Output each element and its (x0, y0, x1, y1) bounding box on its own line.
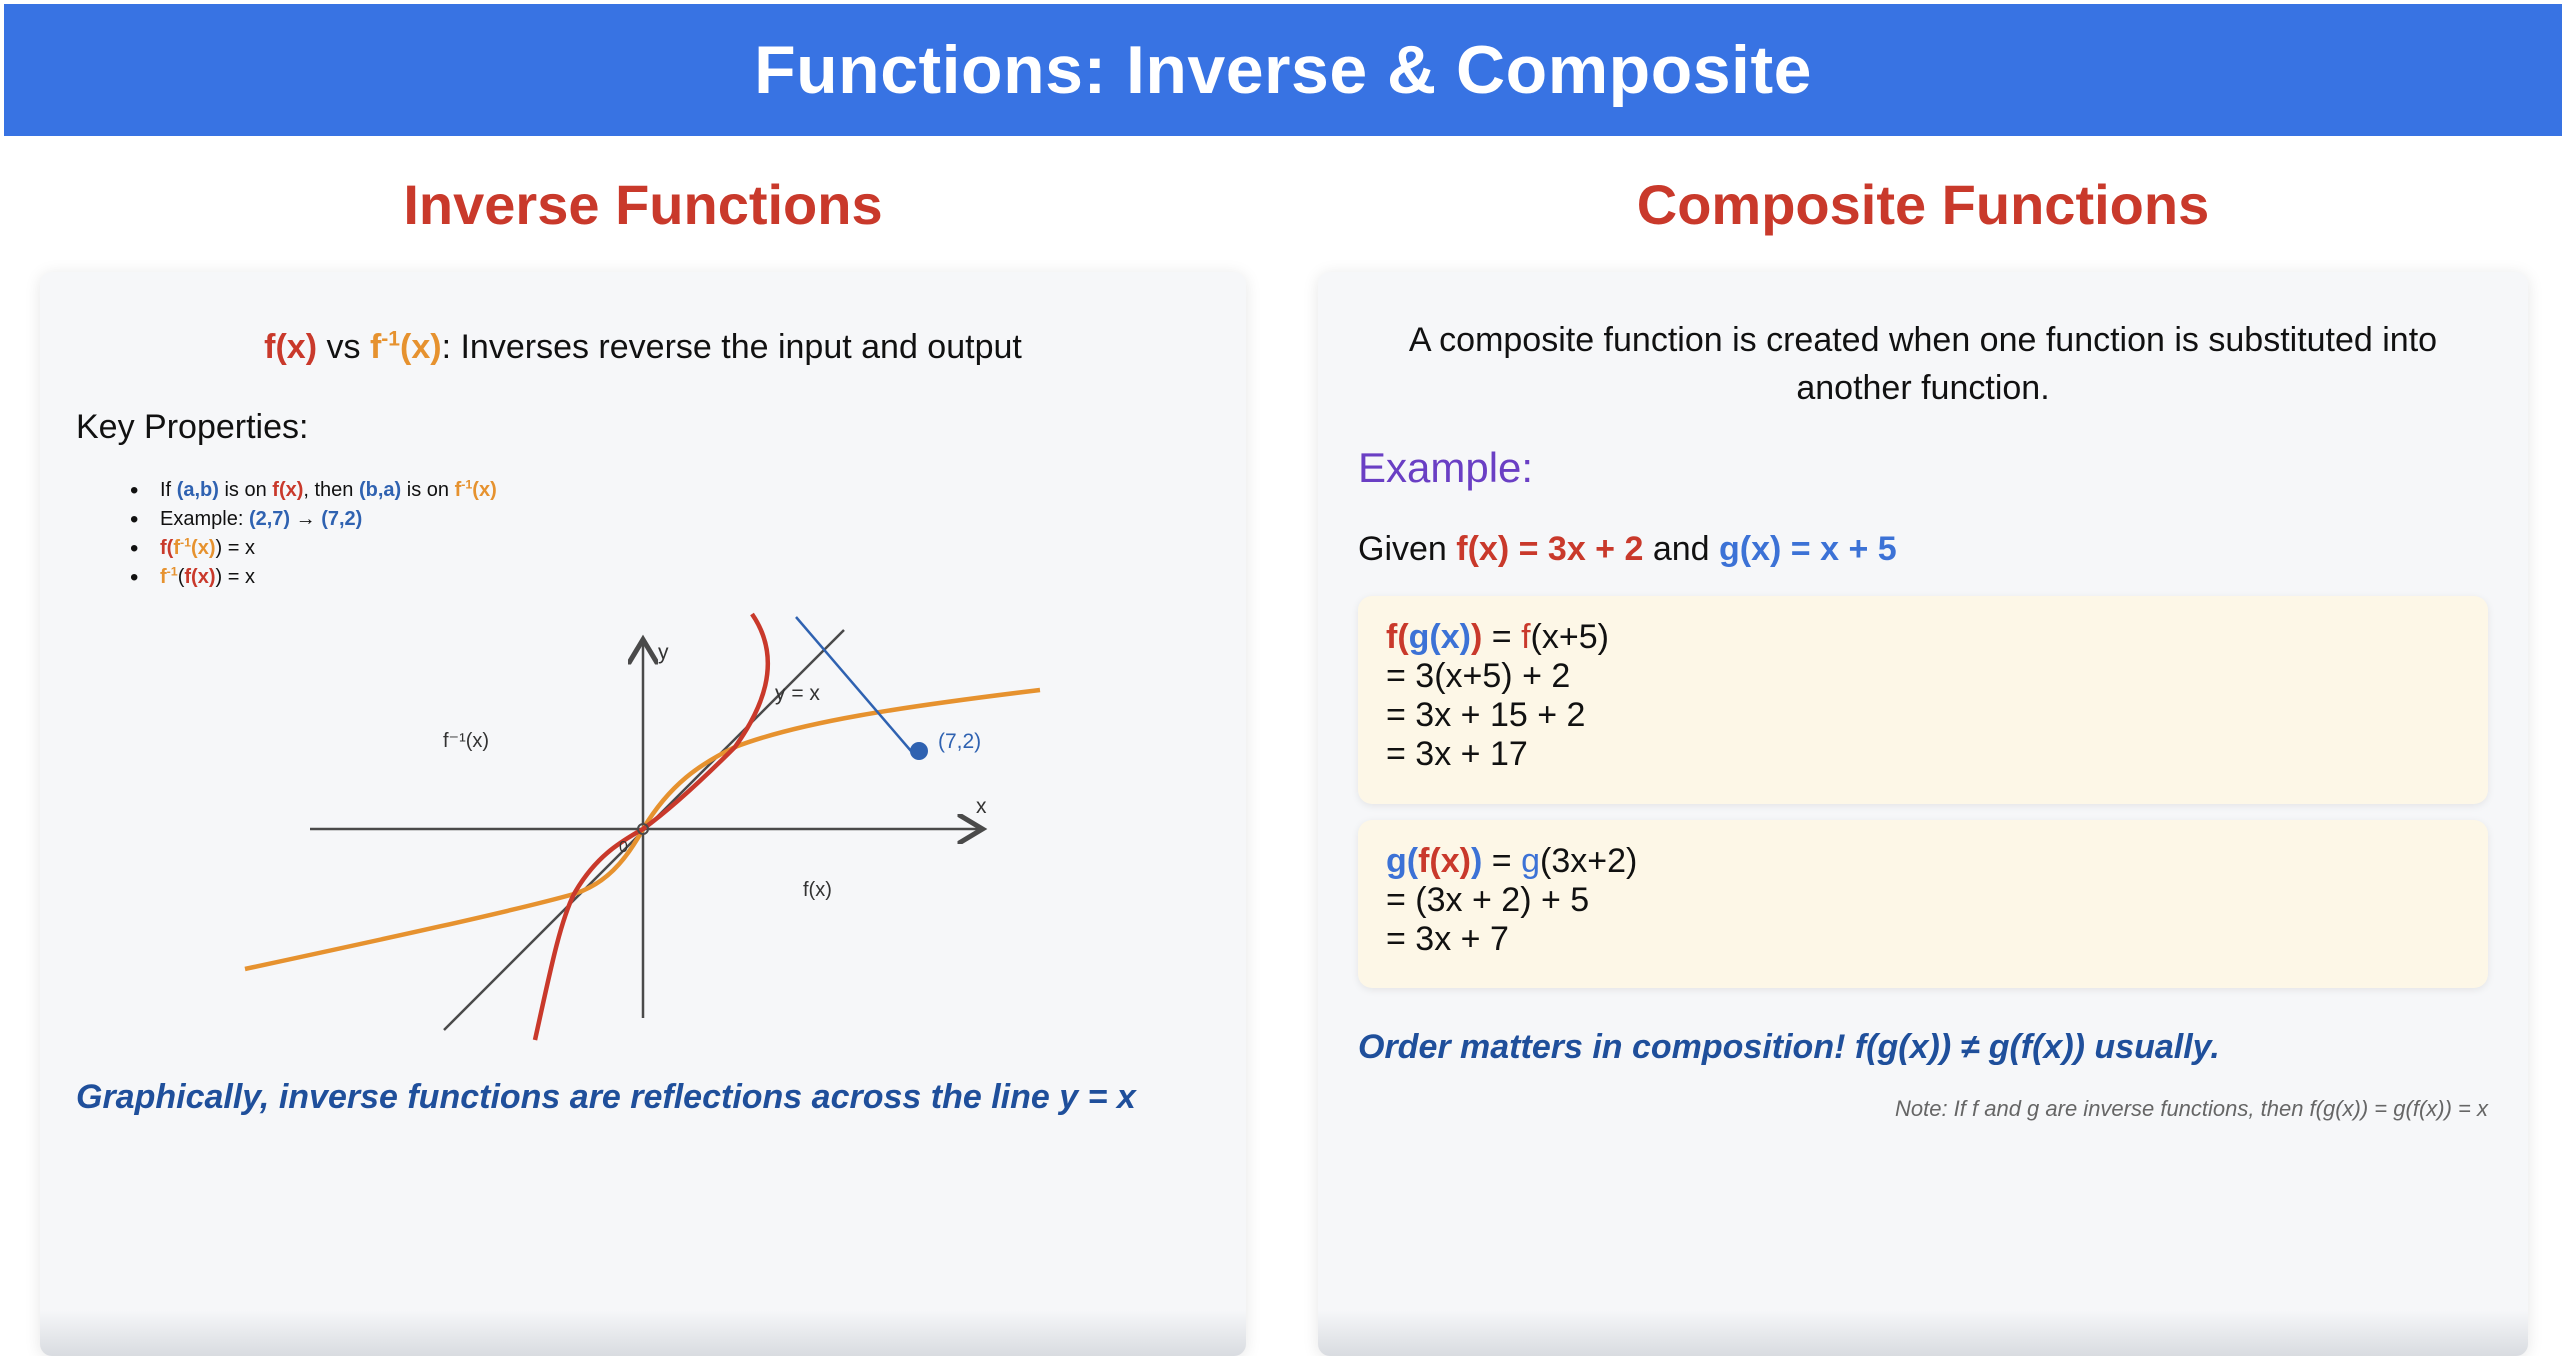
property-finv-sup: -1 (180, 535, 192, 550)
given-and: and (1652, 530, 1710, 568)
property-finv-arg: (x) (191, 537, 216, 559)
inverse-composition-note: Note: If f and g are inverse functions, then f(g(x)) = g(f(x)) = x (1894, 1096, 2488, 1121)
property-text: Example: (160, 508, 244, 530)
property-f-open: f( (160, 537, 174, 559)
property-finv-base: f (173, 537, 180, 559)
intro-finv-base: f (369, 328, 382, 366)
given-g-definition: g(x) = x + 5 (1719, 530, 1897, 568)
formula-paren: ) (1471, 842, 1483, 880)
inverse-section-title: Inverse Functions (403, 173, 883, 236)
example-arrow: → (295, 508, 316, 530)
composite-card (1318, 272, 2528, 1356)
origin-label: 0 (619, 839, 628, 856)
inverse-function-graph (40, 272, 1246, 1356)
formula-line (1386, 842, 2460, 881)
outer-function: f (1386, 618, 1398, 656)
card-fade (1318, 1310, 2528, 1356)
property-finv-sup: -1 (166, 564, 178, 579)
example-point-2: (7,2) (321, 508, 363, 530)
card-fade (40, 1310, 1246, 1356)
equals-sign: = (1482, 842, 1522, 880)
property-text: If (160, 479, 172, 501)
inner-function: f(x) (1418, 842, 1471, 880)
intro-finv-arg: (x) (400, 328, 442, 366)
composite-section-title: Composite Functions (1636, 173, 2210, 236)
given-statement (1358, 530, 1897, 569)
point-marker (910, 742, 928, 760)
property-text: , then (303, 479, 354, 501)
intro-finv-sup: -1 (381, 327, 401, 351)
given-f-definition: f(x) = 3x + 2 (1456, 530, 1644, 568)
given-prefix: Given (1358, 530, 1447, 568)
inverse-card (40, 272, 1246, 1356)
example-point-1: (2,7) (248, 508, 291, 530)
property-text: is on (406, 479, 450, 501)
property-text: is on (224, 479, 267, 501)
page-title: Functions: Inverse & Composite (754, 32, 1812, 108)
inverse-footer: Graphically, inverse functions are reflections across the line y = x (76, 1078, 1136, 1116)
formula-line: = 3x + 15 + 2 (1386, 696, 1586, 734)
intro-fx: f(x) (264, 328, 318, 366)
intro-rest: : Inverses reverse the input and output (441, 328, 1022, 366)
formula-paren: ( (1406, 842, 1419, 880)
equals-sign: = (1482, 618, 1522, 656)
x-axis-label: x (976, 795, 987, 818)
property-finv-arg: (x) (472, 479, 497, 501)
inverse-function-label: f⁻¹(x) (443, 730, 490, 752)
point-ab: (a,b) (176, 479, 219, 501)
applied-function: g (1521, 842, 1540, 880)
property-finv-base: f (160, 566, 167, 588)
property-finv-base: f (454, 479, 462, 501)
key-properties-title: Key Properties: (76, 408, 309, 446)
property-finv-sup: -1 (461, 477, 473, 492)
point-ba: (b,a) (359, 479, 402, 501)
formula-line (1386, 618, 2460, 657)
formula-paren: ) (1470, 618, 1483, 656)
composition-order-note: Order matters in composition! f(g(x)) ≠ g(f(x)) usually. (1358, 1028, 2220, 1066)
inner-function: g(x) (1408, 618, 1471, 656)
composition-gf-box (1358, 820, 2488, 988)
formula-paren: ( (1397, 618, 1409, 656)
composition-fg-box (1358, 596, 2488, 804)
composite-description: A composite function is created when one function is substituted into another function. (1408, 321, 2438, 407)
formula-line: = 3x + 17 (1386, 735, 1528, 773)
point-label: (7,2) (938, 730, 982, 753)
example-title: Example: (1358, 444, 1534, 491)
function-curve (535, 614, 768, 1040)
identity-line-label: y = x (775, 682, 820, 705)
applied-argument: (x+5) (1530, 618, 1609, 656)
formula-line: = 3(x+5) + 2 (1386, 657, 1571, 695)
property-fx: f(x) (184, 566, 216, 588)
property-text: ( (177, 566, 185, 588)
outer-function: g (1386, 842, 1407, 880)
applied-function: f (1521, 618, 1531, 656)
function-label: f(x) (803, 879, 832, 901)
applied-argument: (3x+2) (1540, 842, 1638, 880)
property-text: ) = x (215, 537, 255, 559)
intro-vs: vs (326, 328, 361, 366)
property-fx: f(x) (272, 479, 304, 501)
page-header (4, 4, 2562, 136)
formula-line: = 3x + 7 (1386, 920, 1509, 958)
property-text: ) = x (215, 566, 255, 588)
y-axis-label: y (658, 641, 669, 664)
formula-line: = (3x + 2) + 5 (1386, 881, 1590, 919)
